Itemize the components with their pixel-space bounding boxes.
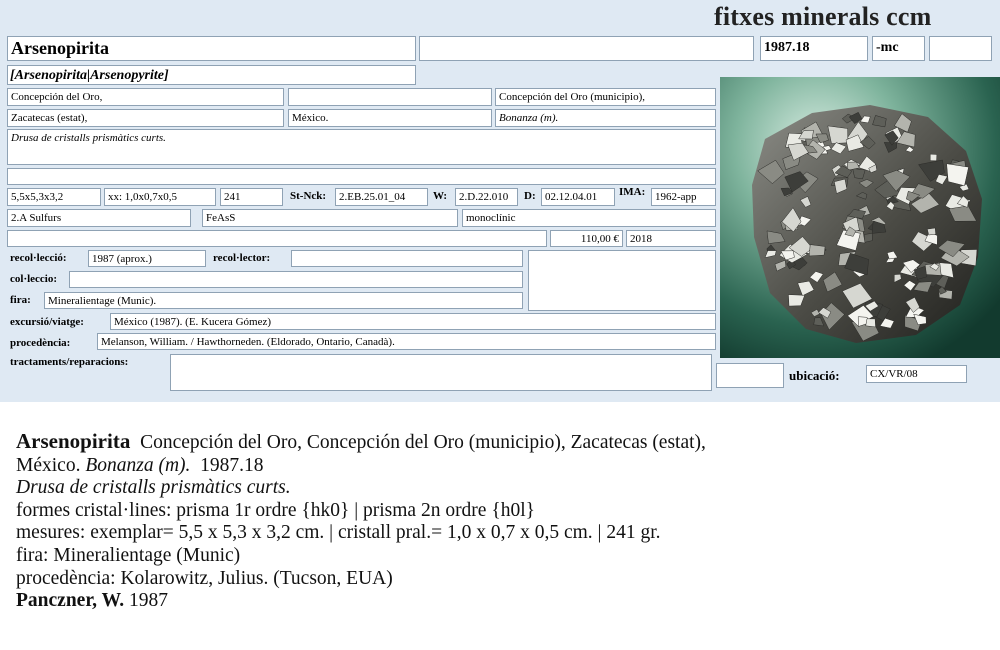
excursio-label: excursió/viatge: xyxy=(10,316,84,328)
tractaments-field[interactable] xyxy=(170,354,712,391)
caption-country: México. xyxy=(16,454,81,476)
measures-field[interactable]: 5,5x5,3x3,2 xyxy=(7,188,101,206)
caption-code: 1987.18 xyxy=(200,454,264,476)
price-field[interactable]: 110,00 € xyxy=(550,230,623,247)
ima-label: IMA: xyxy=(619,186,646,198)
crystal-facet xyxy=(930,154,937,161)
locality-field[interactable]: Concepción del Oro, xyxy=(7,88,284,106)
state-field[interactable]: Zacatecas (estat), xyxy=(7,109,284,127)
caption-locality: Concepción del Oro, Concepción del Oro (municipio), Zacatecas (estat), xyxy=(140,432,706,453)
procedencia-label: procedència: xyxy=(10,337,71,349)
crystal-system-field[interactable]: monoclínic xyxy=(462,209,716,227)
class-field[interactable]: 2.A Sulfurs xyxy=(7,209,191,227)
crystal-facet xyxy=(866,319,876,327)
municipality-field[interactable]: Concepción del Oro (municipio), xyxy=(495,88,716,106)
ubicacio-extra-field[interactable] xyxy=(716,363,784,388)
caption-name: Arsenopirita xyxy=(16,429,131,453)
weight-field[interactable]: 241 xyxy=(220,188,283,206)
caption-line-author xyxy=(16,590,991,613)
mineral-name-field[interactable]: Arsenopirita xyxy=(7,36,416,61)
strunz-label: St-Nck: xyxy=(290,190,327,202)
coleccio-field[interactable] xyxy=(69,271,523,288)
excursio-field[interactable]: México (1987). (E. Kucera Gómez) xyxy=(110,313,716,330)
code-suffix-field[interactable]: -mc xyxy=(872,36,925,61)
remarks-field[interactable] xyxy=(7,230,547,247)
caption-fair: fira: Mineralientage (Munic) xyxy=(16,544,241,566)
recoleccio-field[interactable]: 1987 (aprox.) xyxy=(88,250,206,267)
crystal-size-field[interactable]: xx: 1,0x0,7x0,5 xyxy=(104,188,216,206)
extra-code-field[interactable] xyxy=(929,36,992,61)
side-notes-field[interactable] xyxy=(528,250,716,311)
recoleccio-label: recol·lecció: xyxy=(10,252,67,264)
caption-provenance: procedència: Kolarowitz, Julius. (Tucson, EUA) xyxy=(16,567,393,589)
notes-field[interactable] xyxy=(7,168,716,185)
w-field[interactable]: 2.D.22.010 xyxy=(455,188,518,206)
caption-author: Panczner, W. xyxy=(16,590,125,612)
caption-description: Drusa de cristalls prismàtics curts. xyxy=(16,477,291,499)
description-field[interactable]: Drusa de cristalls prismàtics curts. xyxy=(7,129,716,165)
recolector-field[interactable] xyxy=(291,250,523,267)
ima-field[interactable]: 1962-app xyxy=(651,188,716,206)
secondary-name-field[interactable] xyxy=(419,36,754,61)
synonyms-field[interactable]: [Arsenopirita|Arsenopyrite] xyxy=(7,65,416,85)
specimen-caption xyxy=(16,430,991,613)
fira-field[interactable]: Mineralientage (Munic). xyxy=(44,292,523,309)
procedencia-field[interactable]: Melanson, William. / Hawthorneden. (Eldorado, Ontario, Canadà). xyxy=(97,333,716,350)
w-label: W: xyxy=(433,190,448,202)
d-field[interactable]: 02.12.04.01 xyxy=(541,188,615,206)
specimen-photo[interactable] xyxy=(720,77,1000,358)
crystal-facet xyxy=(864,233,872,242)
crystal-facet xyxy=(927,228,935,235)
formula-field[interactable]: FeAsS xyxy=(202,209,458,227)
caption-forms: formes cristal·lines: prisma 1r ordre {hk0} | prisma 2n ordre {h0l} xyxy=(16,499,535,521)
crystal-facet xyxy=(809,245,825,256)
fira-label: fira: xyxy=(10,294,31,306)
d-label: D: xyxy=(524,190,536,202)
site-title: fitxes minerals ccm xyxy=(714,2,932,31)
strunz-field[interactable]: 2.EB.25.01_04 xyxy=(335,188,428,206)
specimen-image xyxy=(720,77,1000,358)
catalog-code-field[interactable]: 1987.18 xyxy=(760,36,868,61)
mine-field[interactable]: Bonanza (m). xyxy=(495,109,716,127)
caption-measures: mesures: exemplar= 5,5 x 5,3 x 3,2 cm. | cristall pral.= 1,0 x 0,7 x 0,5 cm. | 241 gr. xyxy=(16,522,661,544)
ubicacio-field[interactable]: CX/VR/08 xyxy=(866,365,967,383)
country-field[interactable]: México. xyxy=(288,109,492,127)
locality-extra-field[interactable] xyxy=(288,88,492,106)
tractaments-label: tractaments/reparacions: xyxy=(10,356,129,368)
caption-line-2 xyxy=(16,455,991,478)
recolector-label: recol·lector: xyxy=(213,252,271,264)
caption-line-1 xyxy=(16,430,991,455)
caption-year: 1987 xyxy=(129,590,169,612)
crystal-facet xyxy=(828,126,848,144)
ubicacio-label: ubicació: xyxy=(789,368,840,383)
year-field[interactable]: 2018 xyxy=(626,230,716,247)
caption-mine: Bonanza (m). xyxy=(85,454,191,476)
coleccio-label: col·leccio: xyxy=(10,273,58,285)
